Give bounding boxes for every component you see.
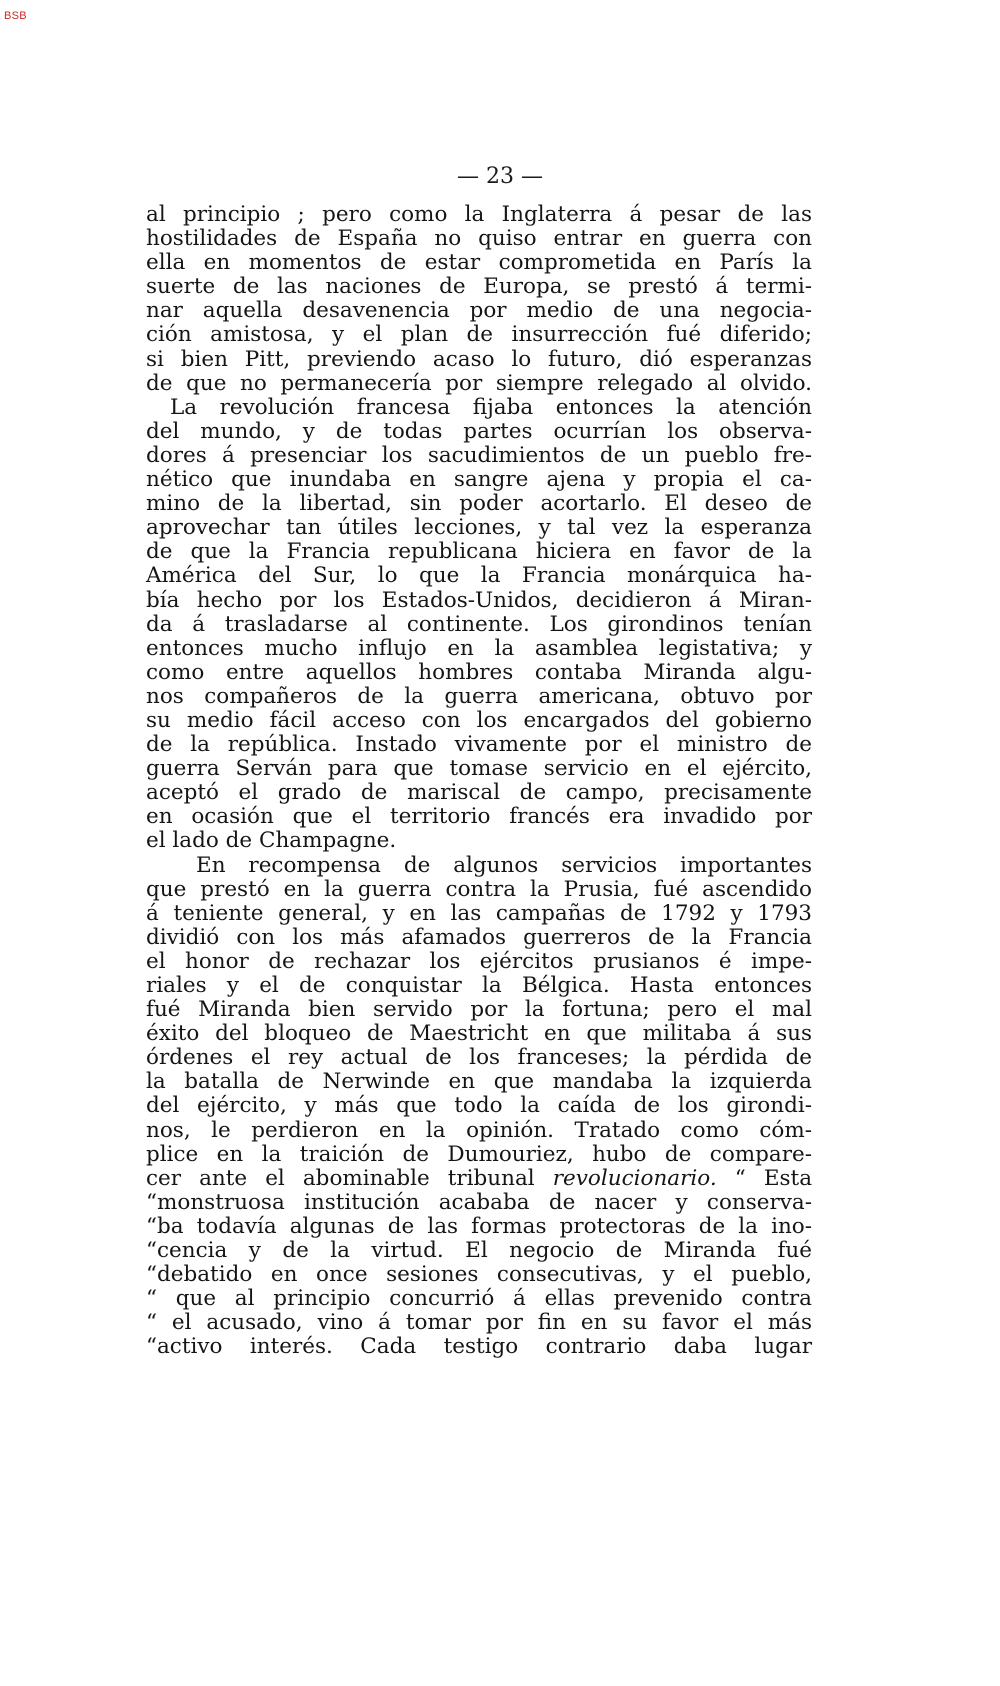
text-line-mixed xyxy=(146,1167,812,1191)
text-line: de que no permanecería por siempre relegado al olvido. xyxy=(146,370,812,396)
text-line: que prestó en la guerra contra la Prusia, fué ascendido xyxy=(146,876,812,902)
text-line: dores á presenciar los sacudimientos de un pueblo fre- xyxy=(146,442,812,468)
text-line: suerte de las naciones de Europa, se prestó á termi- xyxy=(146,274,812,300)
text-line: da á trasladarse al continente. Los girondinos tenían xyxy=(146,611,812,637)
text-line: bía hecho por los Estados-Unidos, decidieron á Miran- xyxy=(146,587,812,613)
text-line: plice en la traición de Dumouriez, hubo de compare- xyxy=(146,1141,812,1167)
text-line: “ba todavía algunas de las formas protectoras de la ino- xyxy=(146,1213,812,1239)
text-line: órdenes el rey actual de los franceses; la pérdida de xyxy=(146,1045,812,1071)
text-line: la batalla de Nerwinde en que mandaba la izquierda xyxy=(146,1069,812,1095)
text-line: “monstruosa institución acababa de nacer y conserva- xyxy=(146,1189,812,1215)
text-line: su medio fácil acceso con los encargados del gobierno xyxy=(146,707,812,733)
text-line: éxito del bloqueo de Maestricht en que militaba á sus xyxy=(146,1021,812,1047)
text-line: América del Sur, lo que la Francia monárquica ha- xyxy=(146,563,812,589)
body-text xyxy=(146,203,812,1360)
text-line: del ejército, y más que todo la caída de los girondi- xyxy=(146,1093,812,1119)
text-line: ción amistosa, y el plan de insurrección fué diferido; xyxy=(146,322,812,348)
text-line: “debatido en once sesiones consecutivas, y el pueblo, xyxy=(146,1262,812,1288)
text-line: “cencia y de la virtud. El negocio de Miranda fué xyxy=(146,1238,812,1264)
text-line: á teniente general, y en las campañas de 1792 y 1793 xyxy=(146,900,812,926)
text-line: como entre aquellos hombres contaba Miranda algu- xyxy=(146,659,812,685)
text-line: hostilidades de España no quiso entrar en guerra con xyxy=(146,226,812,252)
text-line: el lado de Champagne. xyxy=(146,828,397,854)
text-line: ella en momentos de estar comprometida en París la xyxy=(146,250,812,276)
text-line: mino de la libertad, sin poder acortarlo. El deseo de xyxy=(146,491,812,517)
text-line: nos, le perdieron en la opinión. Tratado como cóm- xyxy=(146,1117,812,1143)
text-segment: cer ante el abominable tribunal xyxy=(146,1165,535,1191)
text-line: de la república. Instado vivamente por el ministro de xyxy=(146,732,812,758)
text-line: de que la Francia republicana hiciera en favor de la xyxy=(146,539,812,565)
text-line: “activo interés. Cada testigo contrario daba lugar xyxy=(146,1334,812,1360)
text-line: “ que al principio concurrió á ellas prevenido contra xyxy=(146,1286,812,1312)
text-line: La revolución francesa fijaba entonces la atención xyxy=(170,394,812,420)
page-number: — 23 — xyxy=(457,164,543,189)
text-line: riales y el de conquistar la Bélgica. Hasta entonces xyxy=(146,973,812,998)
text-line: el honor de rechazar los ejércitos prusianos é impe- xyxy=(146,948,812,974)
italic-term: revolucionario. xyxy=(552,1165,717,1191)
text-line: fué Miranda bien servido por la fortuna; pero el mal xyxy=(146,997,812,1023)
text-line: guerra Serván para que tomase servicio en el ejército, xyxy=(146,756,812,782)
text-line: “ el acusado, vino á tomar por fin en su favor el más xyxy=(146,1310,812,1336)
library-watermark: BSB xyxy=(4,10,27,22)
text-line: aceptó el grado de mariscal de campo, precisamente xyxy=(146,780,812,806)
text-line: aprovechar tan útiles lecciones, y tal vez la esperanza xyxy=(146,515,812,541)
text-line: En recompensa de algunos servicios importantes xyxy=(196,852,812,878)
text-line: nético que inundaba en sangre ajena y propia el ca- xyxy=(146,467,812,493)
text-segment: “ Esta xyxy=(734,1165,813,1191)
text-line: si bien Pitt, previendo acaso lo futuro, dió esperanzas xyxy=(146,346,812,372)
text-line: nos compañeros de la guerra americana, obtuvo por xyxy=(146,683,812,709)
text-line: al principio ; pero como la Inglaterra á pesar de las xyxy=(146,202,812,227)
text-line: entonces mucho influjo en la asamblea legistativa; y xyxy=(146,635,812,661)
text-line: en ocasión que el territorio francés era invadido por xyxy=(146,804,812,830)
text-line: nar aquella desavenencia por medio de una negocia- xyxy=(146,298,812,324)
text-line: dividió con los más afamados guerreros de la Francia xyxy=(146,924,812,950)
text-line: del mundo, y de todas partes ocurrían los observa- xyxy=(146,418,812,444)
